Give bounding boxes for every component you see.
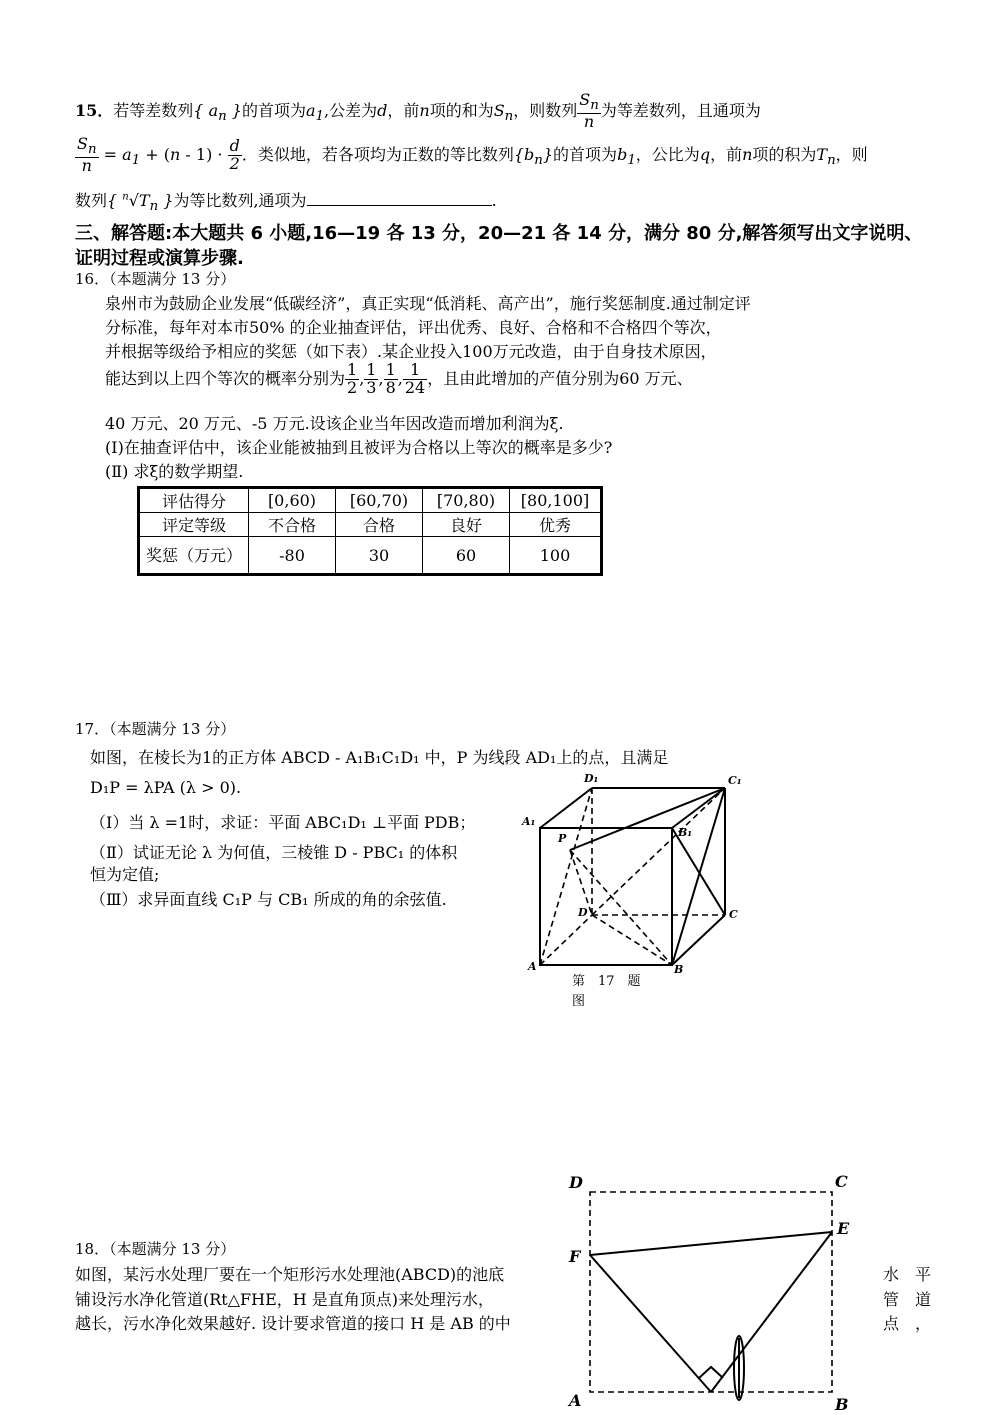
q16-subq1: (Ⅰ)在抽查评估中，该企业能被抽到且被评为合格以上等次的概率是多少? (105, 438, 613, 457)
answer-blank[interactable] (307, 189, 492, 206)
label-C1: C₁ (728, 774, 742, 787)
table-cell: 奖惩（万元） (139, 537, 249, 575)
pipe-FH (590, 1255, 711, 1392)
q16-header: 16．（本题满分 13 分） (75, 270, 236, 288)
cube-hidden-edge (540, 788, 592, 965)
q18-p2: 铺设污水净化管道(Rt△FHE，H 是直角顶点)来处理污水， (75, 1290, 495, 1309)
label-D: D (578, 906, 588, 919)
q16-p3: 并根据等级给予相应的奖惩（如下表）.某企业投入100万元改造，由于自身技术原因， (105, 342, 717, 361)
table-cell: [60,70) (336, 488, 423, 513)
label-D1: D₁ (584, 772, 599, 785)
label-C: C (835, 1172, 848, 1191)
pipe-FE (590, 1232, 832, 1255)
q15-line1: 15．若等差数列{ $a_n$ }的首项为$a_1$,公差为d，前n项的和为$S_n$，则数列 $\frac{S_n}{n}$ 为等差数列，且通项为 (75, 90, 761, 132)
table-cell: 合格 (336, 513, 423, 537)
label-B1: B₁ (678, 826, 693, 839)
cube-figure (520, 770, 760, 980)
table-cell: 100 (510, 537, 602, 575)
cube-edge (672, 788, 725, 828)
q15-line3: 数列{ $^n√T_n$ }为等比数列,通项为 . (75, 191, 497, 215)
pipe-HE (711, 1232, 832, 1392)
q17-subq2b: 恒为定值; (90, 865, 160, 884)
pool-figure (565, 1170, 865, 1415)
table-row (139, 488, 602, 513)
figure-caption-cont: 图 (572, 994, 586, 1009)
cube-edge (672, 828, 725, 915)
table-cell: [80,100] (510, 488, 602, 513)
section3-heading-cont: 证明过程或演算步骤. (75, 248, 244, 269)
q15-line2: $\frac{S_n}{n}$ = $a_1 + (n - 1)$ · $\frac{d}{2}$ ．类似地，若各项均为正数的等比数列$\{b_n\}$的首项为$b_1$，公比为q，前n项的积为$T_n$，则 (77, 134, 868, 176)
pool-rect (590, 1192, 832, 1392)
label-B: B (674, 963, 684, 976)
table-cell: -80 (249, 537, 336, 575)
label-A: A (528, 960, 537, 973)
label-A1: A₁ (522, 815, 536, 828)
cube-edge (570, 788, 725, 850)
q18-p3: 越长，污水净化效果越好. 设计要求管道的接口 H 是 AB 的中 (75, 1314, 511, 1333)
table-cell: 评定等级 (139, 513, 249, 537)
table-cell: [0,60) (249, 488, 336, 513)
q17-subq1: （Ⅰ）当 λ =1时，求证：平面 ABC₁D₁ ⊥平面 PDB； (90, 813, 476, 832)
section3-heading: 三、解答题:本大题共 6 小题,16—19 各 13 分，20—21 各 14 分，满分 80 分,解答须写出文字说明、 (75, 223, 923, 244)
table-cell: 60 (423, 537, 510, 575)
right-angle-mark (699, 1367, 723, 1378)
table-cell: 优秀 (510, 513, 602, 537)
table-cell: 不合格 (249, 513, 336, 537)
q17-p2: D₁P = λPA (λ > 0). (90, 778, 242, 797)
label-C: C (729, 908, 738, 921)
table-cell: [70,80) (423, 488, 510, 513)
label-P: P (558, 832, 567, 845)
table-cell: 良好 (423, 513, 510, 537)
label-F: F (569, 1247, 581, 1266)
cube-hidden-edge (592, 915, 672, 965)
q18-right1: 水 平 (883, 1265, 932, 1284)
table-cell: 30 (336, 537, 423, 575)
q17-subq3: （Ⅲ）求异面直线 C₁P 与 CB₁ 所成的角的余弦值. (90, 890, 447, 909)
q17-header: 17．（本题满分 13 分） (75, 720, 236, 738)
label-E: E (837, 1219, 850, 1238)
table-cell: 评估得分 (139, 488, 249, 513)
table-row (139, 537, 602, 575)
cube-edge (672, 788, 725, 965)
q18-right2: 管 道 (883, 1290, 932, 1309)
q18-p1: 如图，某污水处理厂要在一个矩形污水处理池(ABCD)的池底 (75, 1265, 505, 1284)
table-row (139, 513, 602, 537)
label-A: A (569, 1391, 582, 1410)
q18-header: 18．（本题满分 13 分） (75, 1240, 236, 1258)
q17-p1: 如图，在棱长为1的正方体 ABCD - A₁B₁C₁D₁ 中，P 为线段 AD₁上的点，且满足 (90, 748, 669, 767)
figure-caption: 第 17 题 (572, 974, 641, 989)
label-B: B (835, 1395, 849, 1414)
q16-p2: 分标准，每年对本市50% 的企业抽查评估，评出优秀、良好、合格和不合格四个等次， (105, 318, 722, 337)
label-D: D (569, 1173, 583, 1192)
q17-subq2a: （Ⅱ）试证无论 λ 为何值，三棱锥 D - PBC₁ 的体积 (90, 843, 458, 862)
q16-p1: 泉州市为鼓励企业发展“低碳经济”，真正实现“低消耗、高产出”，施行奖惩制度.通过制定评 (105, 294, 751, 313)
cube-edge (540, 788, 592, 828)
cube-hidden-edge (540, 915, 592, 965)
reward-table (137, 486, 603, 576)
q16-subq2: (Ⅱ) 求ξ的数学期望. (105, 462, 244, 481)
q18-right3: 点 ， (883, 1314, 932, 1333)
q16-p5: 40 万元、20 万元、-5 万元.设该企业当年因改造而增加利润为ξ. (105, 414, 564, 433)
q16-p4: 能达到以上四个等次的概率分别为 $\frac{1}{2}$ , $\frac{1}{3}$ , $\frac{1}{8}$ , $\frac{1}{24}$ ，且由此增加的产值分别为60 万元、 (105, 360, 693, 397)
